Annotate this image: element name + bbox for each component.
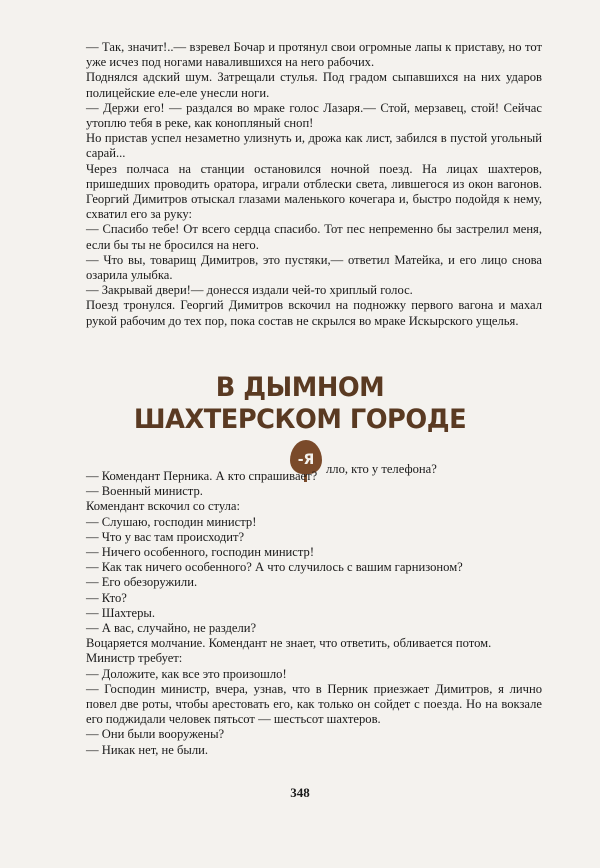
paragraph: — Доложите, как все это произошло! [86,666,287,681]
paragraph: Министр требует: [86,651,183,666]
chapter-title-line-1: В ДЫМНОМ [215,372,385,403]
paragraph: — Так, значит!..— взревел Бочар и протянул свои огромные лапы к приставу, но тот уже исчез под ногами навалившихся на него рабочих. [86,40,542,70]
paragraph: — А вас, случайно, не раздели? [86,621,257,636]
paragraph: — Они были вооружены? [86,727,225,742]
paragraph: — Никак нет, не были. [86,742,209,757]
paragraph: — Спасибо тебе! От всего сердца спасибо. Тот пес непременно бы застрелил меня, если бы ты не бросился на него. [86,222,542,252]
paragraph: Поднялся адский шум. Затрещали стулья. Под градом сыпавшихся на них ударов полицейские еле-еле унесли ноги. [86,70,542,100]
paragraph: — Держи его! — раздался во мраке голос Лазаря.— Стой, мерзавец, стой! Сейчас утоплю тебя в реке, как конопляный сноп! [86,100,542,131]
paragraph: — Закрывай двери!— донесся издали чей-то хриплый голос. [86,283,413,298]
paragraph: — Комендант Перника. А кто спрашивает? [86,469,318,483]
paragraph: Но пристав успел незаметно улизнуть и, дрожа как лист, забился в пустой угольный сарай... [86,131,542,161]
chapter-title [0,372,600,436]
paragraph: — Слушаю, господин министр! [86,514,257,529]
dropcap-letter: -Я [297,452,315,468]
chapter-title-line-2: ШАХТЕРСКОМ ГОРОДЕ [133,404,467,435]
paragraph: — Что у вас там происходит? [86,529,245,544]
paragraph: — Что вы, товарищ Димитров, это пустяки,— ответил Матейка, и его лицо снова озарила улыбка. [86,252,542,283]
paragraph: Через полчаса на станции остановился ночной поезд. На лицах шахтеров, пришедших проводить оратора, играли отблески света, лившегося из окон вагонов. Георгий Димитров отыскал глазами маленького кочегара и, быстро подойдя к нему, схватил его за руку: [86,161,542,222]
paragraph: — Шахтеры. [86,605,156,620]
paragraph: — Ничего особенного, господин министр! [86,545,315,560]
text-block-bottom [86,469,542,758]
paragraph: — Как так ничего особенного? А что случилось с вашим гарнизоном? [86,560,463,575]
dropcap-text: лло, кто у телефона? [326,462,437,476]
paragraph: — Его обезоружили. [86,575,198,590]
page-number: 348 [290,785,310,800]
text-block-top [86,40,542,329]
paragraph: Поезд тронулся. Георгий Димитров вскочил на подножку первого вагона и махал рукой рабочим до тех пор, пока состав не скрылся во мраке Искырского ущелья. [86,298,542,328]
paragraph: — Кто? [86,590,127,605]
paragraph: — Господин министр, вчера, узнав, что в Перник приезжает Димитров, я лично повел две роты, чтобы арестовать его, как только он сойдет с поезда. Но на вокзале его поджидали человек пятьсот — шестьсот шахтеров. [86,681,542,727]
paragraph: — Военный министр. [86,484,203,499]
paragraph: Воцаряется молчание. Комендант не знает, что ответить, обливается потом. [86,636,492,651]
paragraph: Комендант вскочил со стула: [86,499,241,514]
